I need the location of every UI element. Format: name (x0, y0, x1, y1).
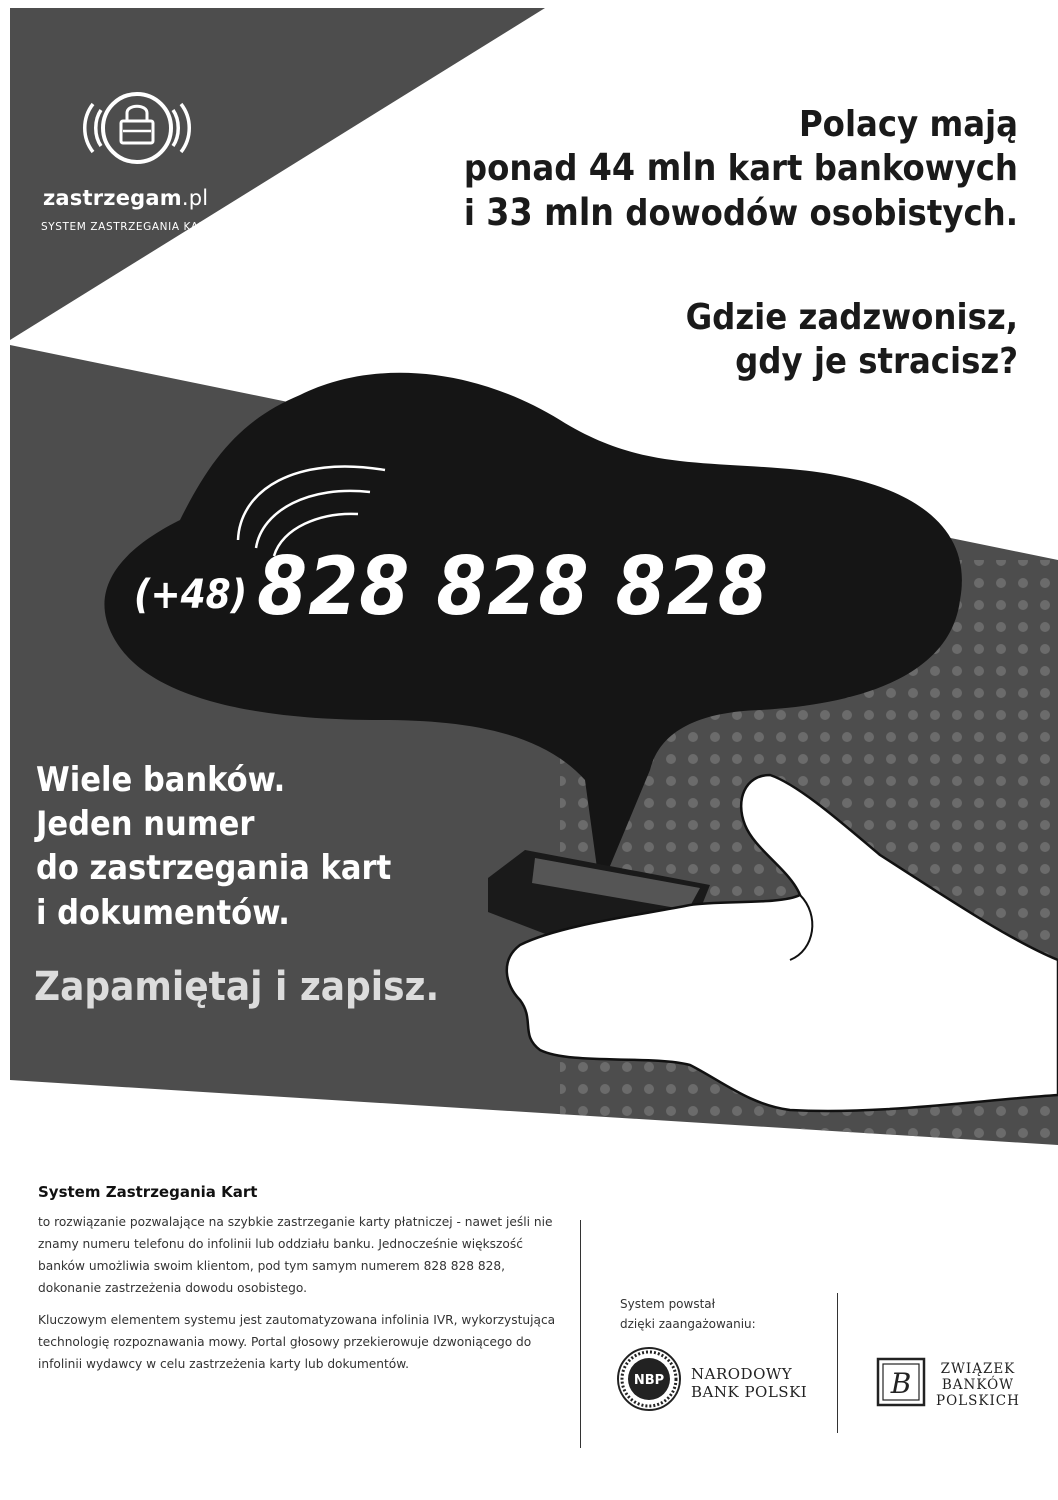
nbp-logo (616, 1346, 682, 1412)
nbp-name (691, 1365, 807, 1401)
logo-suffix: .pl (181, 186, 209, 210)
headline-line-2-pre: ponad (463, 148, 589, 190)
zbp-name-line-1: ZWIĄZEK (940, 1361, 1016, 1377)
call-to-action: Zapamiętaj i zapisz. (34, 964, 440, 1010)
info-paragraph-1: to rozwiązanie pozwalające na szybkie zastrzeganie karty płatniczej - nawet jeśli nie znamy numeru telefonu do infolinii lub oddziału banku. Jednocześnie większość banków umożliwia swoim klientom, pod tym samym numerem 828 828 828, dokonanie zastrzeżenia dowodu osobistego. (38, 1215, 553, 1295)
headline-line-2-post: kart bankowych (716, 148, 1018, 190)
slogan-line-2: Jeden numer (36, 804, 255, 845)
nbp-name-line-2: BANK POLSKI (691, 1383, 808, 1401)
zbp-logo-text: B (890, 1367, 912, 1400)
phone-digits: 828 828 828 (257, 540, 769, 633)
slogan-line-3: do zastrzegania kart (36, 848, 392, 889)
headline (464, 103, 1018, 235)
nbp-name-line-1: NARODOWY (691, 1365, 793, 1383)
divider (580, 1220, 581, 1448)
headline-cards-count: 44 mln (588, 146, 717, 190)
question (686, 296, 1018, 384)
zbp-name-line-3: POLSKICH (936, 1393, 1020, 1409)
logo-tagline: SYSTEM ZASTRZEGANIA KART (41, 221, 213, 233)
zbp-name (936, 1361, 1020, 1409)
slogan-line-1: Wiele banków. (36, 760, 286, 800)
slogan-line-4: i dokumentów. (36, 892, 290, 933)
slogan (36, 758, 391, 935)
question-line-1: Gdzie zadzwonisz, (685, 297, 1018, 338)
phone-number (134, 540, 769, 633)
sponsor-label (620, 1294, 756, 1334)
divider (837, 1293, 838, 1433)
phone-prefix: (+48) (134, 572, 248, 618)
logo-brand: zastrzegam (43, 186, 182, 210)
info-section (38, 1183, 568, 1385)
nbp-logo-text: NBP (633, 1373, 665, 1388)
headline-line-3-post: dowodów osobistych. (613, 192, 1018, 234)
headline-ids-count: 33 mln (486, 190, 614, 234)
question-line-2: gdy je stracisz? (735, 340, 1018, 382)
sponsor-label-line-2: dzięki zaangażowaniu: (620, 1317, 756, 1331)
info-title: System Zastrzegania Kart (38, 1183, 258, 1201)
sponsor-label-line-1: System powstał (620, 1297, 716, 1311)
info-paragraph-2: Kluczowym elementem systemu jest zautomatyzowana infolinia IVR, wykorzystująca technologię rozpoznawania mowy. Portal głosowy przekierowuje dzwoniącego do infolinii wydawcy w celu zastrzeżenia karty lub dokumentów. (38, 1313, 556, 1371)
logo-wordmark (43, 186, 208, 210)
headline-line-2 (464, 146, 1018, 190)
zbp-logo (876, 1357, 926, 1407)
zbp-name-line-2: BANKÓW (941, 1377, 1015, 1393)
headline-line-3 (464, 191, 1018, 235)
headline-line-1: Polacy mają (798, 104, 1018, 145)
headline-line-3-pre: i (463, 192, 487, 234)
